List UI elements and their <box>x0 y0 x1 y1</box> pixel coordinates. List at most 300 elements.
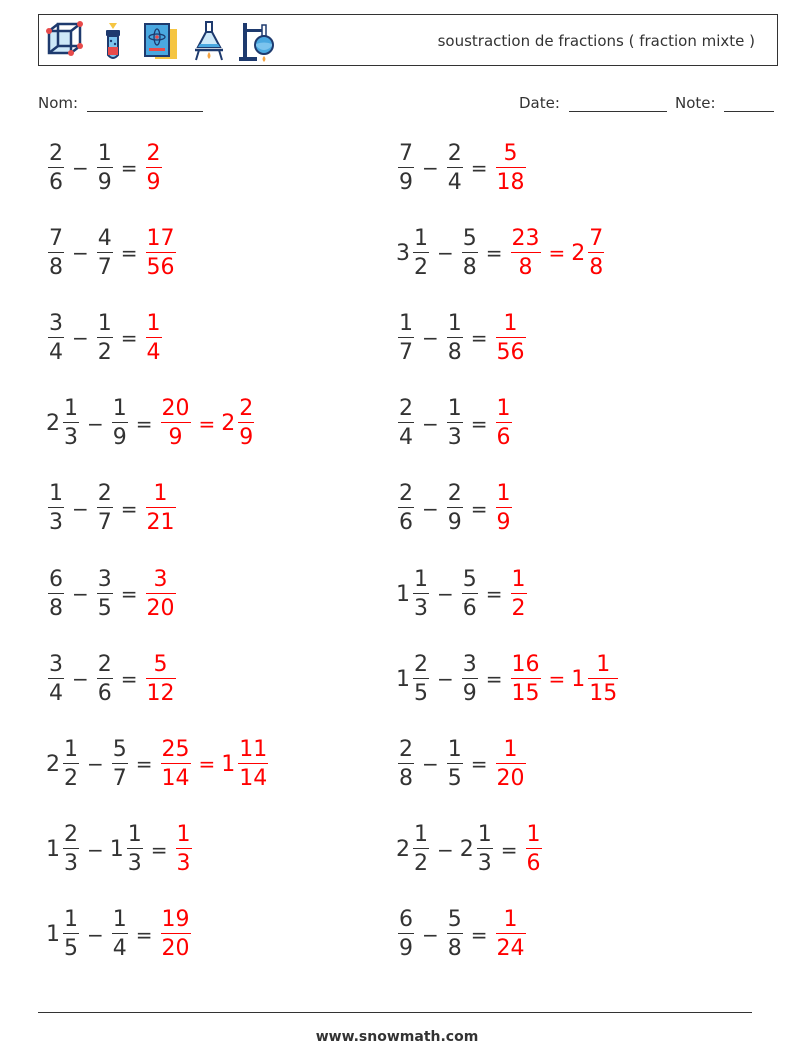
fraction <box>496 398 512 449</box>
whole-number: 1 <box>396 666 410 692</box>
equals-sign: = <box>120 241 138 266</box>
answer <box>159 909 193 960</box>
equals-sign: = <box>470 922 488 947</box>
equals-sign: = <box>470 326 488 351</box>
denominator: 2 <box>414 254 428 280</box>
numerator: 1 <box>399 310 413 336</box>
minus-sign: − <box>87 922 104 947</box>
problem-item <box>396 734 528 794</box>
date-label: Date: <box>519 94 560 112</box>
equals-sign: = <box>120 582 138 606</box>
numerator: 2 <box>49 140 63 166</box>
answer <box>494 398 514 449</box>
answer <box>524 824 544 875</box>
problem-item <box>396 649 620 709</box>
test-tube-icon <box>93 19 133 63</box>
numerator: 5 <box>503 140 518 166</box>
equals-sign: = <box>135 922 153 947</box>
numerator: 23 <box>511 225 540 251</box>
minus-sign: − <box>422 326 439 351</box>
denominator: 8 <box>49 254 63 280</box>
grade-label: Note: <box>675 94 716 112</box>
denominator: 9 <box>112 425 127 451</box>
minus-sign: − <box>87 411 104 436</box>
denominator: 9 <box>399 169 413 195</box>
fraction <box>447 310 463 365</box>
denominator: 7 <box>112 765 127 791</box>
problem-item <box>46 649 178 709</box>
whole-number: 1 <box>396 581 410 607</box>
worksheet-header <box>38 14 778 66</box>
fraction <box>413 225 429 280</box>
fraction <box>97 225 113 280</box>
numerator: 1 <box>414 225 428 251</box>
answer <box>144 483 178 534</box>
numerator: 5 <box>153 651 168 677</box>
answer <box>144 651 178 706</box>
fraction <box>48 483 64 534</box>
denominator: 9 <box>239 425 254 451</box>
cube-icon <box>45 19 85 63</box>
denominator: 3 <box>49 510 63 536</box>
answer <box>494 909 528 960</box>
numerator: 7 <box>49 225 63 251</box>
numerator: 2 <box>64 822 78 848</box>
minus-sign: − <box>72 496 89 521</box>
denominator: 56 <box>146 254 175 280</box>
numerator: 5 <box>447 907 462 933</box>
numerator: 1 <box>503 310 518 336</box>
equals-sign: = <box>150 837 168 862</box>
denominator: 2 <box>97 339 112 365</box>
denominator: 3 <box>64 851 78 877</box>
numerator: 4 <box>97 225 112 251</box>
whole-number: 2 <box>459 837 474 863</box>
numerator: 1 <box>526 822 541 848</box>
fraction <box>48 140 64 195</box>
numerator: 3 <box>49 310 63 336</box>
fraction <box>398 909 414 960</box>
denominator: 8 <box>447 936 462 962</box>
fraction <box>447 736 463 791</box>
fraction <box>48 566 64 621</box>
denominator: 9 <box>447 510 462 536</box>
whole-number: 1 <box>46 837 60 863</box>
denominator: 3 <box>447 425 462 451</box>
denominator: 6 <box>462 595 477 621</box>
numerator: 1 <box>153 481 168 507</box>
fraction <box>398 140 414 195</box>
problem-item <box>46 223 178 283</box>
denominator: 2 <box>414 851 428 877</box>
fraction <box>48 310 64 365</box>
answer <box>494 483 514 534</box>
denominator: 4 <box>112 936 127 962</box>
equals-sign: = <box>548 241 566 266</box>
denominator: 9 <box>462 680 477 706</box>
denominator: 5 <box>64 936 78 962</box>
worksheet-title: soustraction de fractions ( fraction mixte ) <box>437 32 755 50</box>
equals-sign: = <box>500 837 518 862</box>
fraction <box>63 736 79 791</box>
numerator: 5 <box>112 736 127 762</box>
fraction <box>398 736 414 791</box>
fraction <box>447 140 463 195</box>
whole-number: 1 <box>221 751 236 777</box>
problem-item <box>46 138 164 198</box>
problem-item <box>396 479 514 539</box>
fraction <box>496 909 526 960</box>
numerator: 19 <box>161 907 190 933</box>
equals-sign: = <box>120 667 138 692</box>
equals-sign: = <box>470 411 488 436</box>
fraction <box>127 824 143 875</box>
numerator: 7 <box>589 225 604 251</box>
fraction <box>97 140 113 195</box>
numerator: 7 <box>399 140 413 166</box>
name-line <box>87 95 203 112</box>
answer <box>494 310 528 365</box>
denominator: 9 <box>399 936 413 962</box>
equals-sign: = <box>135 411 153 436</box>
denominator: 4 <box>49 339 63 365</box>
denominator: 6 <box>49 169 63 195</box>
whole-number: 2 <box>396 837 410 863</box>
name-label: Nom: <box>38 94 79 112</box>
answer <box>159 736 271 791</box>
fraction <box>146 651 176 706</box>
numerator: 1 <box>112 396 127 422</box>
numerator: 6 <box>399 907 413 933</box>
fraction <box>146 483 176 534</box>
denominator: 4 <box>146 339 161 365</box>
fraction <box>496 483 512 534</box>
equals-sign: = <box>470 496 488 521</box>
numerator: 3 <box>462 651 477 677</box>
fraction <box>398 310 414 365</box>
answer <box>509 651 621 706</box>
fraction <box>176 824 192 875</box>
fraction <box>238 736 268 791</box>
denominator: 4 <box>399 425 413 451</box>
minus-sign: − <box>72 326 89 351</box>
numerator: 3 <box>97 566 112 592</box>
fraction <box>112 736 128 791</box>
denominator: 8 <box>399 765 413 791</box>
numerator: 1 <box>146 310 161 336</box>
equals-sign: = <box>120 156 138 180</box>
fraction <box>63 398 79 449</box>
denominator: 4 <box>447 169 462 195</box>
minus-sign: − <box>72 667 89 692</box>
denominator: 24 <box>496 936 525 962</box>
numerator: 1 <box>97 310 112 336</box>
denominator: 14 <box>239 765 268 791</box>
problem-item <box>46 479 178 539</box>
numerator: 1 <box>176 822 191 848</box>
fraction <box>161 398 191 449</box>
minus-sign: − <box>422 156 439 180</box>
numerator: 2 <box>97 651 112 677</box>
numerator: 1 <box>64 736 78 762</box>
numerator: 1 <box>447 736 462 762</box>
minus-sign: − <box>422 752 439 777</box>
answer <box>144 566 178 621</box>
equals-sign: = <box>548 667 566 692</box>
denominator: 4 <box>49 680 63 706</box>
denominator: 9 <box>168 425 183 451</box>
numerator: 25 <box>161 736 190 762</box>
equals-sign: = <box>120 496 138 521</box>
numerator: 2 <box>414 651 428 677</box>
problem-item <box>46 394 256 454</box>
denominator: 12 <box>146 680 175 706</box>
problem-item <box>396 905 528 965</box>
numerator: 5 <box>462 566 477 592</box>
equals-sign: = <box>470 752 488 777</box>
fraction <box>496 310 526 365</box>
denominator: 8 <box>49 595 63 621</box>
fraction <box>447 909 463 960</box>
fraction <box>112 398 128 449</box>
denominator: 20 <box>161 936 190 962</box>
whole-number: 2 <box>221 411 236 437</box>
numerator: 1 <box>511 566 526 592</box>
fraction <box>97 310 113 365</box>
numerator: 1 <box>49 481 63 507</box>
minus-sign: − <box>422 411 439 436</box>
numerator: 1 <box>596 651 611 677</box>
denominator: 6 <box>399 510 413 536</box>
numerator: 16 <box>511 651 540 677</box>
denominator: 6 <box>496 425 511 451</box>
problem-item <box>396 223 606 283</box>
flask-burner-icon <box>189 19 229 63</box>
whole-number: 1 <box>109 837 124 863</box>
denominator: 3 <box>176 851 191 877</box>
denominator: 8 <box>447 339 462 365</box>
footer-divider <box>38 1012 752 1013</box>
answer <box>159 398 257 449</box>
numerator: 3 <box>49 651 63 677</box>
numerator: 1 <box>414 822 428 848</box>
denominator: 21 <box>146 510 175 536</box>
problem-item <box>396 820 544 880</box>
answer <box>144 140 164 195</box>
fraction <box>112 909 128 960</box>
numerator: 5 <box>462 225 477 251</box>
grade-line <box>724 95 774 112</box>
numerator: 2 <box>399 396 413 422</box>
whole-number: 1 <box>571 666 586 692</box>
numerator: 1 <box>503 907 518 933</box>
fraction <box>398 398 414 449</box>
minus-sign: − <box>422 922 439 947</box>
denominator: 6 <box>526 851 541 877</box>
fraction <box>63 824 79 875</box>
fraction <box>462 566 478 621</box>
answer <box>144 225 178 280</box>
equals-sign: = <box>470 156 488 180</box>
problem-item <box>396 394 514 454</box>
numerator: 2 <box>146 140 161 166</box>
fraction <box>462 651 478 706</box>
fraction <box>63 909 79 960</box>
minus-sign: − <box>72 241 89 266</box>
denominator: 8 <box>518 254 533 280</box>
denominator: 15 <box>511 680 540 706</box>
minus-sign: − <box>87 752 104 777</box>
denominator: 8 <box>462 254 477 280</box>
fraction <box>146 225 176 280</box>
equals-sign: = <box>485 667 503 692</box>
answer <box>494 140 528 195</box>
numerator: 11 <box>239 736 268 762</box>
denominator: 9 <box>97 169 112 195</box>
fraction <box>462 225 478 280</box>
numerator: 2 <box>399 481 413 507</box>
numerator: 1 <box>97 140 112 166</box>
fraction <box>413 566 429 621</box>
fraction <box>496 140 526 195</box>
fraction <box>413 824 429 875</box>
denominator: 8 <box>589 254 604 280</box>
date-line <box>569 95 667 112</box>
fraction <box>161 909 191 960</box>
answer <box>509 225 607 280</box>
name-field <box>38 94 203 112</box>
whole-number: 2 <box>571 240 586 266</box>
minus-sign: − <box>437 582 454 606</box>
numerator: 1 <box>447 310 462 336</box>
numerator: 2 <box>97 481 112 507</box>
numerator: 1 <box>112 907 127 933</box>
denominator: 20 <box>146 595 175 621</box>
equals-sign: = <box>120 326 138 351</box>
fraction <box>496 736 526 791</box>
numerator: 1 <box>496 481 511 507</box>
fraction <box>511 566 527 621</box>
lab-stand-icon <box>237 19 277 63</box>
numerator: 1 <box>414 566 428 592</box>
equals-sign: = <box>485 582 503 606</box>
fraction <box>511 651 541 706</box>
denominator: 18 <box>496 169 525 195</box>
minus-sign: − <box>72 156 89 180</box>
denominator: 3 <box>64 425 78 451</box>
fraction <box>588 225 604 280</box>
minus-sign: − <box>437 837 454 862</box>
fraction <box>146 566 176 621</box>
footer-url: www.snowmath.com <box>315 1029 479 1045</box>
denominator: 5 <box>447 765 462 791</box>
denominator: 2 <box>64 765 78 791</box>
numerator: 2 <box>399 736 413 762</box>
numerator: 1 <box>64 907 78 933</box>
denominator: 9 <box>146 169 161 195</box>
denominator: 7 <box>399 339 413 365</box>
grade-field <box>675 94 774 112</box>
minus-sign: − <box>437 667 454 692</box>
whole-number: 2 <box>46 411 60 437</box>
fraction <box>588 651 618 706</box>
fraction <box>238 398 254 449</box>
whole-number: 3 <box>396 240 410 266</box>
denominator: 7 <box>97 510 112 536</box>
denominator: 3 <box>477 851 492 877</box>
denominator: 6 <box>97 680 112 706</box>
numerator: 1 <box>64 396 78 422</box>
header-icons <box>45 19 277 63</box>
problem-item <box>396 138 528 198</box>
denominator: 20 <box>496 765 525 791</box>
answer <box>144 310 164 365</box>
denominator: 9 <box>496 510 511 536</box>
date-field <box>519 94 667 112</box>
fraction <box>48 651 64 706</box>
whole-number: 2 <box>46 751 60 777</box>
fraction <box>146 140 162 195</box>
denominator: 7 <box>97 254 112 280</box>
denominator: 15 <box>589 680 618 706</box>
equals-sign: = <box>198 752 216 777</box>
denominator: 14 <box>161 765 190 791</box>
numerator: 2 <box>447 481 462 507</box>
equals-sign: = <box>198 411 216 436</box>
whole-number: 1 <box>46 922 60 948</box>
problem-item <box>46 308 164 368</box>
minus-sign: − <box>87 837 104 862</box>
numerator: 3 <box>153 566 168 592</box>
problem-item <box>396 564 529 624</box>
fraction <box>146 310 162 365</box>
fraction <box>511 225 541 280</box>
numerator: 2 <box>239 396 254 422</box>
fraction <box>526 824 542 875</box>
fraction <box>97 651 113 706</box>
numerator: 17 <box>146 225 175 251</box>
minus-sign: − <box>422 496 439 521</box>
minus-sign: − <box>437 241 454 266</box>
numerator: 1 <box>477 822 492 848</box>
fraction <box>97 566 113 621</box>
equals-sign: = <box>135 752 153 777</box>
answer <box>509 566 529 621</box>
denominator: 5 <box>97 595 112 621</box>
fraction <box>161 736 191 791</box>
answer <box>494 736 528 791</box>
science-book-icon <box>141 19 181 63</box>
numerator: 1 <box>127 822 142 848</box>
problem-item <box>46 564 178 624</box>
equals-sign: = <box>485 241 503 266</box>
denominator: 3 <box>414 595 428 621</box>
problem-item <box>396 308 528 368</box>
denominator: 2 <box>511 595 526 621</box>
denominator: 3 <box>127 851 142 877</box>
answer <box>174 824 194 875</box>
problem-item <box>46 734 270 794</box>
fraction <box>413 651 429 706</box>
problem-item <box>46 820 194 880</box>
fraction <box>447 483 463 534</box>
numerator: 6 <box>49 566 63 592</box>
numerator: 1 <box>503 736 518 762</box>
denominator: 5 <box>414 680 428 706</box>
fraction <box>477 824 493 875</box>
fraction <box>398 483 414 534</box>
fraction <box>97 483 113 534</box>
